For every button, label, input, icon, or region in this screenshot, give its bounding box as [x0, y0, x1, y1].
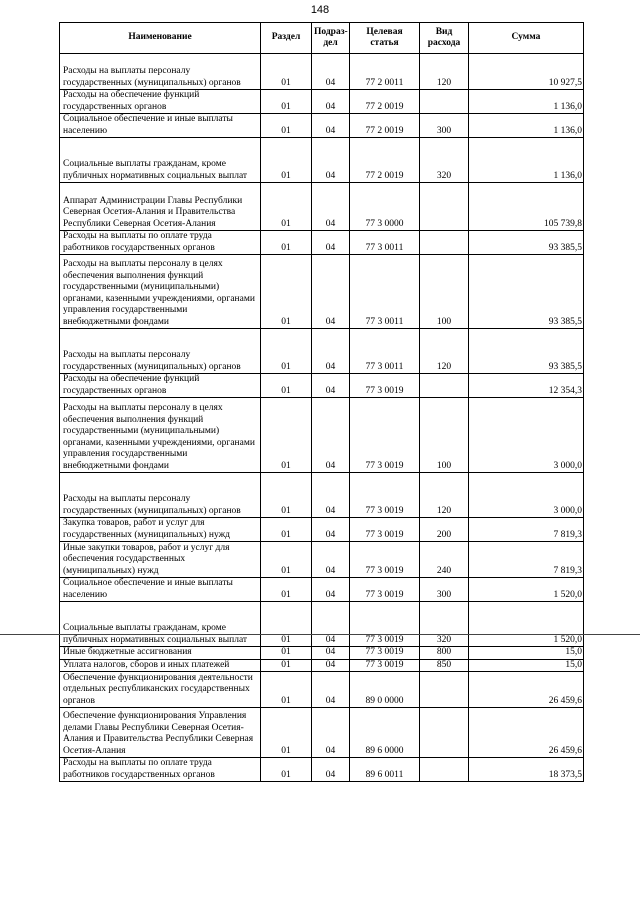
cell-target: 77 3 0019	[350, 374, 420, 398]
cell-sum: 26 459,6	[469, 708, 584, 758]
cell-subsection: 04	[312, 708, 350, 758]
cell-section: 01	[261, 758, 312, 782]
cell-name: Уплата налогов, сборов и иных платежей	[60, 659, 261, 672]
cell-sum: 1 136,0	[469, 114, 584, 138]
cell-name: Социальные выплаты гражданам, кроме публичных нормативных социальных выплат	[60, 602, 261, 647]
cell-sum: 15,0	[469, 659, 584, 672]
cell-target: 77 3 0011	[350, 329, 420, 374]
table-row	[60, 647, 584, 660]
cell-subsection: 04	[312, 473, 350, 518]
cell-type: 800	[420, 647, 469, 660]
cell-subsection: 04	[312, 602, 350, 647]
cell-section: 01	[261, 374, 312, 398]
cell-target: 77 3 0019	[350, 578, 420, 602]
header-type-line2: расхода	[427, 38, 461, 48]
cell-type: 240	[420, 542, 469, 578]
cell-subsection: 04	[312, 231, 350, 255]
cell-type	[420, 231, 469, 255]
cell-section: 01	[261, 114, 312, 138]
cell-name: Расходы на выплаты по оплате труда работников государственных органов	[60, 758, 261, 782]
cell-section: 01	[261, 183, 312, 231]
cell-section: 01	[261, 90, 312, 114]
cell-target: 77 3 0019	[350, 659, 420, 672]
cell-subsection: 04	[312, 398, 350, 473]
cell-type	[420, 374, 469, 398]
cell-name: Расходы на выплаты персоналу в целях обеспечения выполнения функций государственными (муниципальными) органами, казенными учреждениями, органами управления государственными внебюджетными фондами	[60, 398, 261, 473]
cell-section: 01	[261, 542, 312, 578]
cell-subsection: 04	[312, 374, 350, 398]
cell-name: Аппарат Администрации Главы Республики Северная Осетия-Алания и Правительства Республики Северная Осетия-Алания	[60, 183, 261, 231]
cell-section: 01	[261, 518, 312, 542]
cell-name: Расходы на выплаты персоналу государственных (муниципальных) органов	[60, 54, 261, 90]
cell-subsection: 04	[312, 542, 350, 578]
cell-subsection: 04	[312, 54, 350, 90]
cell-subsection: 04	[312, 329, 350, 374]
table-row	[60, 183, 584, 231]
cell-name: Расходы на выплаты по оплате труда работников государственных органов	[60, 231, 261, 255]
header-subsection-line2: дел	[323, 38, 338, 48]
cell-type: 300	[420, 578, 469, 602]
cell-type: 850	[420, 659, 469, 672]
table-body	[60, 54, 584, 782]
cell-subsection: 04	[312, 647, 350, 660]
cell-target: 77 2 0019	[350, 114, 420, 138]
cell-section: 01	[261, 473, 312, 518]
table-header	[60, 23, 584, 54]
cell-name: Иные закупки товаров, работ и услуг для обеспечения государственных (муниципальных) нужд	[60, 542, 261, 578]
cell-name: Расходы на обеспечение функций государственных органов	[60, 90, 261, 114]
cell-subsection: 04	[312, 758, 350, 782]
cell-section: 01	[261, 647, 312, 660]
table-row	[60, 659, 584, 672]
cell-type: 120	[420, 54, 469, 90]
header-subsection	[312, 23, 350, 54]
cell-subsection: 04	[312, 578, 350, 602]
table-row	[60, 602, 584, 647]
cell-name: Расходы на выплаты персоналу государственных (муниципальных) органов	[60, 329, 261, 374]
table-row	[60, 138, 584, 183]
table-row	[60, 518, 584, 542]
cell-section: 01	[261, 231, 312, 255]
cell-target: 89 0 0000	[350, 672, 420, 708]
cell-type	[420, 672, 469, 708]
page-number: 148	[310, 4, 330, 16]
table-row	[60, 578, 584, 602]
cell-target: 77 3 0019	[350, 647, 420, 660]
cell-target: 89 6 0000	[350, 708, 420, 758]
cell-target: 77 3 0019	[350, 473, 420, 518]
cell-target: 77 3 0011	[350, 231, 420, 255]
cell-target: 77 3 0019	[350, 542, 420, 578]
cell-target: 77 2 0019	[350, 90, 420, 114]
cell-subsection: 04	[312, 672, 350, 708]
cell-name: Расходы на выплаты персоналу в целях обеспечения выполнения функций государственными (муниципальными) органами, казенными учреждениями, органами управления государственными внебюджетными фондами	[60, 255, 261, 329]
cell-sum: 15,0	[469, 647, 584, 660]
table-row	[60, 708, 584, 758]
table-row	[60, 114, 584, 138]
header-section: Раздел	[261, 23, 312, 54]
cell-name: Социальное обеспечение и иные выплаты населению	[60, 114, 261, 138]
cell-name: Расходы на выплаты персоналу государственных (муниципальных) органов	[60, 473, 261, 518]
cell-sum: 93 385,5	[469, 329, 584, 374]
table-row	[60, 473, 584, 518]
cell-name: Закупка товаров, работ и услуг для государственных (муниципальных) нужд	[60, 518, 261, 542]
cell-section: 01	[261, 398, 312, 473]
cell-section: 01	[261, 708, 312, 758]
header-target	[350, 23, 420, 54]
cell-subsection: 04	[312, 114, 350, 138]
cell-type: 200	[420, 518, 469, 542]
cell-sum: 7 819,3	[469, 518, 584, 542]
cell-section: 01	[261, 54, 312, 90]
cell-target: 77 3 0019	[350, 398, 420, 473]
cell-subsection: 04	[312, 255, 350, 329]
cell-name: Обеспечение функционирования деятельности отдельных республиканских государственных органов	[60, 672, 261, 708]
cell-type: 120	[420, 329, 469, 374]
cut-line	[0, 634, 640, 635]
cell-subsection: 04	[312, 138, 350, 183]
table-row	[60, 542, 584, 578]
cell-section: 01	[261, 578, 312, 602]
cell-sum: 1 136,0	[469, 138, 584, 183]
cell-type: 320	[420, 138, 469, 183]
cell-sum: 18 373,5	[469, 758, 584, 782]
cell-type	[420, 90, 469, 114]
cell-sum: 3 000,0	[469, 473, 584, 518]
cell-subsection: 04	[312, 659, 350, 672]
header-target-line1: Целевая	[366, 26, 403, 37]
cell-sum: 93 385,5	[469, 255, 584, 329]
cell-name: Обеспечение функционирования Управления делами Главы Республики Северная Осетия-Алания и Правительства Республики Северная Осетия-Алания	[60, 708, 261, 758]
cell-name: Иные бюджетные ассигнования	[60, 647, 261, 660]
cell-target: 77 2 0019	[350, 138, 420, 183]
cell-sum: 7 819,3	[469, 542, 584, 578]
header-name: Наименование	[60, 23, 261, 54]
cell-subsection: 04	[312, 183, 350, 231]
cell-subsection: 04	[312, 90, 350, 114]
table-row	[60, 398, 584, 473]
table-row	[60, 255, 584, 329]
cell-section: 01	[261, 602, 312, 647]
cell-type	[420, 708, 469, 758]
cell-sum: 1 520,0	[469, 602, 584, 647]
cell-section: 01	[261, 138, 312, 183]
cell-sum: 12 354,3	[469, 374, 584, 398]
cell-sum: 26 459,6	[469, 672, 584, 708]
cell-target: 77 3 0011	[350, 255, 420, 329]
cell-section: 01	[261, 255, 312, 329]
cell-type: 100	[420, 255, 469, 329]
cell-target: 77 2 0011	[350, 54, 420, 90]
cell-type: 120	[420, 473, 469, 518]
table-row	[60, 374, 584, 398]
budget-table	[59, 22, 584, 782]
cell-type: 100	[420, 398, 469, 473]
cell-type: 300	[420, 114, 469, 138]
cell-sum: 93 385,5	[469, 231, 584, 255]
table-row	[60, 231, 584, 255]
table-row	[60, 672, 584, 708]
cell-sum: 1 520,0	[469, 578, 584, 602]
header-target-line2: статья	[370, 38, 399, 48]
cell-section: 01	[261, 672, 312, 708]
table-row	[60, 54, 584, 90]
table-row	[60, 90, 584, 114]
cell-name: Социальные выплаты гражданам, кроме публичных нормативных социальных выплат	[60, 138, 261, 183]
cell-subsection: 04	[312, 518, 350, 542]
table-row	[60, 329, 584, 374]
cell-target: 77 3 0019	[350, 602, 420, 647]
cell-type: 320	[420, 602, 469, 647]
table-row	[60, 758, 584, 782]
cell-type	[420, 758, 469, 782]
cell-target: 77 3 0000	[350, 183, 420, 231]
cell-sum: 3 000,0	[469, 398, 584, 473]
cell-section: 01	[261, 659, 312, 672]
header-sum: Сумма	[469, 23, 584, 54]
cell-name: Социальное обеспечение и иные выплаты населению	[60, 578, 261, 602]
cell-sum: 1 136,0	[469, 90, 584, 114]
cell-target: 77 3 0019	[350, 518, 420, 542]
cell-sum: 10 927,5	[469, 54, 584, 90]
header-type	[420, 23, 469, 54]
cell-type	[420, 183, 469, 231]
cell-name: Расходы на обеспечение функций государственных органов	[60, 374, 261, 398]
cell-sum: 105 739,8	[469, 183, 584, 231]
header-subsection-line1: Подраз-	[314, 26, 348, 37]
header-type-line1: Вид	[435, 26, 453, 37]
cell-section: 01	[261, 329, 312, 374]
cell-target: 89 6 0011	[350, 758, 420, 782]
